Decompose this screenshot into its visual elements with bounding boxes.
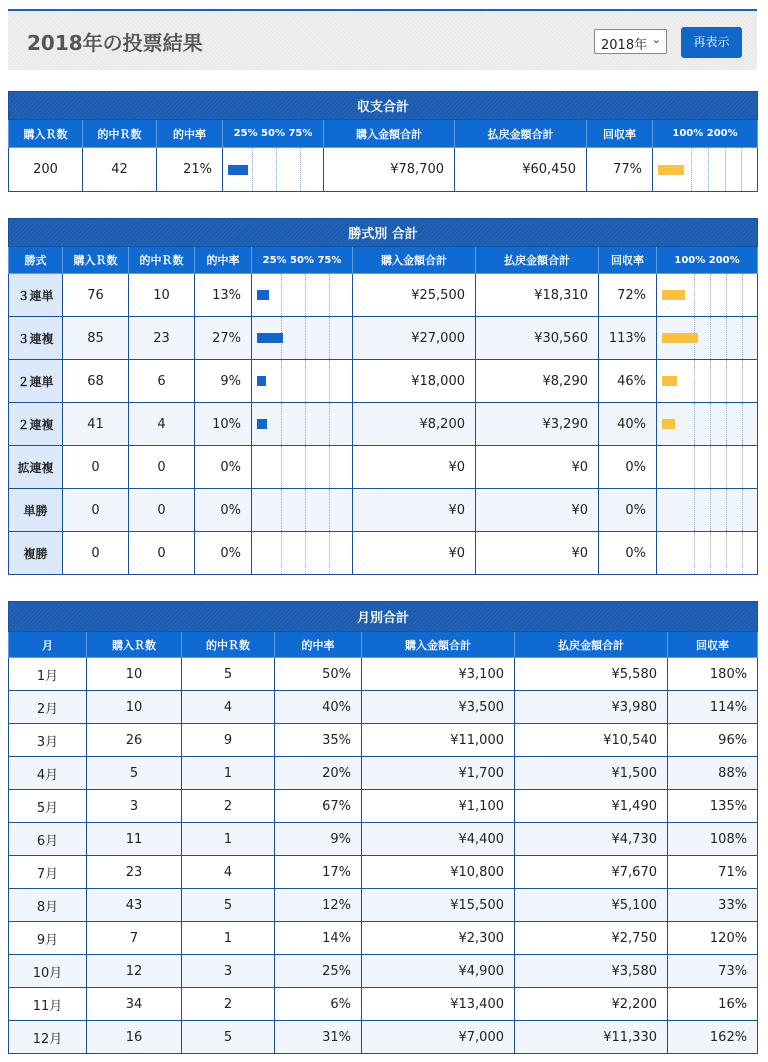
cell-races: 3 <box>87 790 182 823</box>
table-row <box>9 403 758 446</box>
cell-races: 5 <box>87 757 182 790</box>
cell-purchase: ¥15,500 <box>362 889 515 922</box>
col-purchase: 購入金額合計 <box>353 247 476 274</box>
cell-purchase: ¥3,500 <box>362 691 515 724</box>
hit-rate-bar <box>228 165 248 175</box>
cell-payout: ¥11,330 <box>515 1021 668 1054</box>
cell-month: 11月 <box>9 988 87 1021</box>
cell-races: 41 <box>63 403 129 446</box>
cell-purchase: ¥8,200 <box>353 403 476 446</box>
col-payout: 払戻金額合計 <box>455 120 587 148</box>
cell-purchase: ¥2,300 <box>362 922 515 955</box>
table-row <box>9 988 758 1021</box>
hit-rate-bar-cell <box>252 317 353 360</box>
cell-payout: ¥2,200 <box>515 988 668 1021</box>
col-hit-rate: 的中率 <box>195 247 252 274</box>
cell-purchase: ¥4,400 <box>362 823 515 856</box>
cell-purchase: ¥3,100 <box>362 658 515 691</box>
gridline <box>694 446 695 488</box>
return-rate-bar-cell <box>657 403 758 446</box>
col-hit-scale: 25% 50% 75% <box>223 120 324 148</box>
cell-hit-rate: 21% <box>157 148 223 192</box>
cell-payout: ¥30,560 <box>476 317 599 360</box>
gridline <box>281 274 282 316</box>
gridline <box>741 148 742 191</box>
hit-rate-bar-cell <box>252 532 353 575</box>
table-row <box>9 317 758 360</box>
cell-hit-rate: 9% <box>275 823 362 856</box>
gridline <box>726 274 727 316</box>
hit-rate-bar <box>257 376 266 386</box>
cell-month: 6月 <box>9 823 87 856</box>
cell-hits: 4 <box>182 691 275 724</box>
col-hit-rate: 的中率 <box>157 120 223 148</box>
table-row <box>9 1021 758 1054</box>
gridline <box>742 274 743 316</box>
col-purchase: 購入金額合計 <box>324 120 455 148</box>
cell-return-rate: 16% <box>668 988 758 1021</box>
cell-hit-rate: 40% <box>275 691 362 724</box>
cell-races: 23 <box>87 856 182 889</box>
cell-payout: ¥1,500 <box>515 757 668 790</box>
cell-return-rate: 0% <box>599 446 657 489</box>
gridline <box>742 360 743 402</box>
cell-hits: 1 <box>182 922 275 955</box>
gridline <box>694 489 695 531</box>
cell-hit-rate: 6% <box>275 988 362 1021</box>
cell-payout: ¥5,580 <box>515 658 668 691</box>
cell-purchase: ¥10,800 <box>362 856 515 889</box>
cell-hit-rate: 0% <box>195 446 252 489</box>
cell-return-rate: 162% <box>668 1021 758 1054</box>
cell-races: 68 <box>63 360 129 403</box>
gridline <box>329 360 330 402</box>
col-hit-scale: 25% 50% 75% <box>252 247 353 274</box>
cell-hit-rate: 0% <box>195 532 252 575</box>
cell-races: 0 <box>63 532 129 575</box>
col-payout: 払戻金額合計 <box>515 632 668 658</box>
cell-races: 0 <box>63 489 129 532</box>
cell-hit-rate: 12% <box>275 889 362 922</box>
return-rate-bar <box>662 290 685 300</box>
cell-return-rate: 72% <box>599 274 657 317</box>
cell-hit-rate: 20% <box>275 757 362 790</box>
col-return-scale: 100% 200% <box>657 247 758 274</box>
cell-hit-rate: 17% <box>275 856 362 889</box>
cell-hits: 1 <box>182 757 275 790</box>
hit-rate-bar-cell <box>252 489 353 532</box>
bet-type-label: ２連単 <box>9 360 63 403</box>
cell-hits: 0 <box>129 489 195 532</box>
gridline <box>329 274 330 316</box>
gridline <box>710 446 711 488</box>
year-select-value: 2018年 <box>601 38 648 53</box>
chevron-down-icon: ⌄ <box>651 33 661 46</box>
cell-payout: ¥0 <box>476 489 599 532</box>
cell-purchase: ¥1,100 <box>362 790 515 823</box>
cell-hits: 10 <box>129 274 195 317</box>
gridline <box>329 446 330 488</box>
col-hits: 的中Ｒ数 <box>182 632 275 658</box>
cell-payout: ¥10,540 <box>515 724 668 757</box>
cell-month: 7月 <box>9 856 87 889</box>
cell-purchase: ¥7,000 <box>362 1021 515 1054</box>
gridline <box>726 489 727 531</box>
cell-payout: ¥5,100 <box>515 889 668 922</box>
gridline <box>726 446 727 488</box>
cell-purchase: ¥0 <box>353 489 476 532</box>
gridline <box>726 532 727 574</box>
return-rate-bar-cell <box>657 446 758 489</box>
gridline <box>710 489 711 531</box>
bet-type-label: 単勝 <box>9 489 63 532</box>
cell-return-rate: 120% <box>668 922 758 955</box>
table-row <box>9 790 758 823</box>
gridline <box>281 403 282 445</box>
gridline <box>252 148 253 191</box>
gridline <box>710 360 711 402</box>
cell-month: 4月 <box>9 757 87 790</box>
cell-hit-rate: 9% <box>195 360 252 403</box>
cell-return-rate: 135% <box>668 790 758 823</box>
table-row <box>9 532 758 575</box>
cell-hits: 5 <box>182 889 275 922</box>
gridline <box>281 360 282 402</box>
bet-type-label: ３連複 <box>9 317 63 360</box>
gridline <box>329 317 330 359</box>
hit-rate-bar-cell <box>252 446 353 489</box>
table-row <box>9 922 758 955</box>
cell-hit-rate: 25% <box>275 955 362 988</box>
cell-purchase: ¥78,700 <box>324 148 455 192</box>
gridline <box>281 532 282 574</box>
cell-hits: 5 <box>182 658 275 691</box>
cell-races: 16 <box>87 1021 182 1054</box>
page-header <box>8 9 757 70</box>
col-payout: 払戻金額合計 <box>476 247 599 274</box>
table-row <box>9 823 758 856</box>
gridline <box>726 317 727 359</box>
gridline <box>742 403 743 445</box>
col-hits: 的中Ｒ数 <box>83 120 157 148</box>
gridline <box>281 489 282 531</box>
cell-hit-rate: 27% <box>195 317 252 360</box>
gridline <box>694 532 695 574</box>
gridline <box>694 403 695 445</box>
cell-hit-rate: 10% <box>195 403 252 446</box>
cell-payout: ¥1,490 <box>515 790 668 823</box>
cell-purchase: ¥13,400 <box>362 988 515 1021</box>
gridline <box>694 360 695 402</box>
summary-title: 収支合計 <box>9 92 758 120</box>
col-races: 購入Ｒ数 <box>9 120 83 148</box>
gridline <box>726 403 727 445</box>
bet-type-table <box>8 218 758 575</box>
cell-month: 3月 <box>9 724 87 757</box>
cell-return-rate: 180% <box>668 658 758 691</box>
cell-races: 7 <box>87 922 182 955</box>
table-row <box>9 446 758 489</box>
cell-purchase: ¥4,900 <box>362 955 515 988</box>
table-row <box>9 724 758 757</box>
gridline <box>305 317 306 359</box>
return-rate-bar-cell <box>657 274 758 317</box>
cell-races: 12 <box>87 955 182 988</box>
col-races: 購入Ｒ数 <box>87 632 182 658</box>
cell-hits: 3 <box>182 955 275 988</box>
gridline <box>329 489 330 531</box>
cell-payout: ¥0 <box>476 446 599 489</box>
hit-rate-bar-cell <box>252 274 353 317</box>
cell-payout: ¥3,580 <box>515 955 668 988</box>
return-rate-bar <box>662 419 675 429</box>
cell-hit-rate: 50% <box>275 658 362 691</box>
hit-rate-bar-cell <box>252 403 353 446</box>
col-purchase: 購入金額合計 <box>362 632 515 658</box>
cell-month: 1月 <box>9 658 87 691</box>
gridline <box>281 446 282 488</box>
cell-races: 34 <box>87 988 182 1021</box>
col-hits: 的中Ｒ数 <box>129 247 195 274</box>
bet-type-label: 拡連複 <box>9 446 63 489</box>
bet-type-label: ３連単 <box>9 274 63 317</box>
cell-payout: ¥3,980 <box>515 691 668 724</box>
cell-return-rate: 46% <box>599 360 657 403</box>
gridline <box>276 148 277 191</box>
col-races: 購入Ｒ数 <box>63 247 129 274</box>
bet-type-label: 複勝 <box>9 532 63 575</box>
cell-hits: 5 <box>182 1021 275 1054</box>
gridline <box>305 360 306 402</box>
cell-purchase: ¥1,700 <box>362 757 515 790</box>
return-rate-bar <box>658 165 684 175</box>
cell-payout: ¥8,290 <box>476 360 599 403</box>
col-return-rate: 回収率 <box>599 247 657 274</box>
return-rate-bar-cell <box>653 148 758 192</box>
col-return-rate: 回収率 <box>668 632 758 658</box>
cell-hits: 23 <box>129 317 195 360</box>
gridline <box>726 360 727 402</box>
gridline <box>742 446 743 488</box>
cell-races: 10 <box>87 658 182 691</box>
cell-purchase: ¥11,000 <box>362 724 515 757</box>
return-rate-bar-cell <box>657 489 758 532</box>
cell-return-rate: 114% <box>668 691 758 724</box>
cell-month: 10月 <box>9 955 87 988</box>
hit-rate-bar <box>257 419 267 429</box>
cell-purchase: ¥25,500 <box>353 274 476 317</box>
table-row <box>9 691 758 724</box>
cell-races: 26 <box>87 724 182 757</box>
gridline <box>725 148 726 191</box>
cell-payout: ¥18,310 <box>476 274 599 317</box>
gridline <box>305 532 306 574</box>
cell-purchase: ¥0 <box>353 532 476 575</box>
summary-row <box>9 148 758 192</box>
gridline <box>329 532 330 574</box>
gridline <box>305 403 306 445</box>
cell-payout: ¥2,750 <box>515 922 668 955</box>
refresh-button[interactable]: 再表示 <box>681 27 742 58</box>
cell-payout: ¥0 <box>476 532 599 575</box>
cell-payout: ¥4,730 <box>515 823 668 856</box>
cell-races: 43 <box>87 889 182 922</box>
cell-races: 0 <box>63 446 129 489</box>
cell-hit-rate: 67% <box>275 790 362 823</box>
gridline <box>300 148 301 191</box>
cell-hit-rate: 35% <box>275 724 362 757</box>
cell-hits: 42 <box>83 148 157 192</box>
gridline <box>710 317 711 359</box>
summary-table <box>8 91 758 192</box>
cell-month: 8月 <box>9 889 87 922</box>
cell-hits: 6 <box>129 360 195 403</box>
table-row <box>9 856 758 889</box>
cell-payout: ¥60,450 <box>455 148 587 192</box>
gridline <box>742 489 743 531</box>
hit-rate-bar <box>257 290 269 300</box>
cell-races: 85 <box>63 317 129 360</box>
cell-hit-rate: 14% <box>275 922 362 955</box>
gridline <box>742 532 743 574</box>
cell-return-rate: 0% <box>599 532 657 575</box>
cell-purchase: ¥18,000 <box>353 360 476 403</box>
cell-month: 5月 <box>9 790 87 823</box>
cell-month: 9月 <box>9 922 87 955</box>
gridline <box>305 446 306 488</box>
cell-hit-rate: 31% <box>275 1021 362 1054</box>
hit-rate-bar-cell <box>223 148 324 192</box>
page-title: 2018年の投票結果 <box>27 31 203 55</box>
cell-hits: 0 <box>129 532 195 575</box>
return-rate-bar-cell <box>657 317 758 360</box>
col-type: 勝式 <box>9 247 63 274</box>
col-return-rate: 回収率 <box>587 120 653 148</box>
col-return-scale: 100% 200% <box>653 120 758 148</box>
table-row <box>9 489 758 532</box>
table-row <box>9 757 758 790</box>
cell-hits: 9 <box>182 724 275 757</box>
gridline <box>710 532 711 574</box>
gridline <box>710 403 711 445</box>
cell-hits: 1 <box>182 823 275 856</box>
cell-hits: 0 <box>129 446 195 489</box>
cell-races: 200 <box>9 148 83 192</box>
cell-return-rate: 71% <box>668 856 758 889</box>
cell-hit-rate: 13% <box>195 274 252 317</box>
gridline <box>710 274 711 316</box>
cell-payout: ¥3,290 <box>476 403 599 446</box>
cell-hits: 2 <box>182 790 275 823</box>
hit-rate-bar <box>257 333 283 343</box>
cell-purchase: ¥0 <box>353 446 476 489</box>
return-rate-bar <box>662 376 677 386</box>
table-row <box>9 955 758 988</box>
col-month: 月 <box>9 632 87 658</box>
col-hit-rate: 的中率 <box>275 632 362 658</box>
cell-hits: 4 <box>182 856 275 889</box>
cell-month: 2月 <box>9 691 87 724</box>
monthly-title: 月別合計 <box>9 602 758 632</box>
cell-return-rate: 113% <box>599 317 657 360</box>
gridline <box>708 148 709 191</box>
cell-races: 11 <box>87 823 182 856</box>
cell-return-rate: 108% <box>668 823 758 856</box>
monthly-table <box>8 601 758 1054</box>
cell-return-rate: 88% <box>668 757 758 790</box>
cell-return-rate: 0% <box>599 489 657 532</box>
cell-hit-rate: 0% <box>195 489 252 532</box>
gridline <box>305 274 306 316</box>
gridline <box>691 148 692 191</box>
cell-races: 76 <box>63 274 129 317</box>
cell-payout: ¥7,670 <box>515 856 668 889</box>
table-row <box>9 360 758 403</box>
return-rate-bar <box>662 333 698 343</box>
gridline <box>742 317 743 359</box>
cell-return-rate: 73% <box>668 955 758 988</box>
cell-purchase: ¥27,000 <box>353 317 476 360</box>
gridline <box>694 274 695 316</box>
cell-races: 10 <box>87 691 182 724</box>
bet-type-title: 勝式別 合計 <box>9 219 758 247</box>
cell-month: 12月 <box>9 1021 87 1054</box>
return-rate-bar-cell <box>657 532 758 575</box>
bet-type-label: ２連複 <box>9 403 63 446</box>
cell-return-rate: 77% <box>587 148 653 192</box>
gridline <box>329 403 330 445</box>
cell-return-rate: 33% <box>668 889 758 922</box>
table-row <box>9 658 758 691</box>
table-row <box>9 274 758 317</box>
table-row <box>9 889 758 922</box>
hit-rate-bar-cell <box>252 360 353 403</box>
cell-hits: 4 <box>129 403 195 446</box>
gridline <box>305 489 306 531</box>
cell-return-rate: 40% <box>599 403 657 446</box>
year-select[interactable] <box>594 29 667 54</box>
return-rate-bar-cell <box>657 360 758 403</box>
cell-return-rate: 96% <box>668 724 758 757</box>
cell-hits: 2 <box>182 988 275 1021</box>
